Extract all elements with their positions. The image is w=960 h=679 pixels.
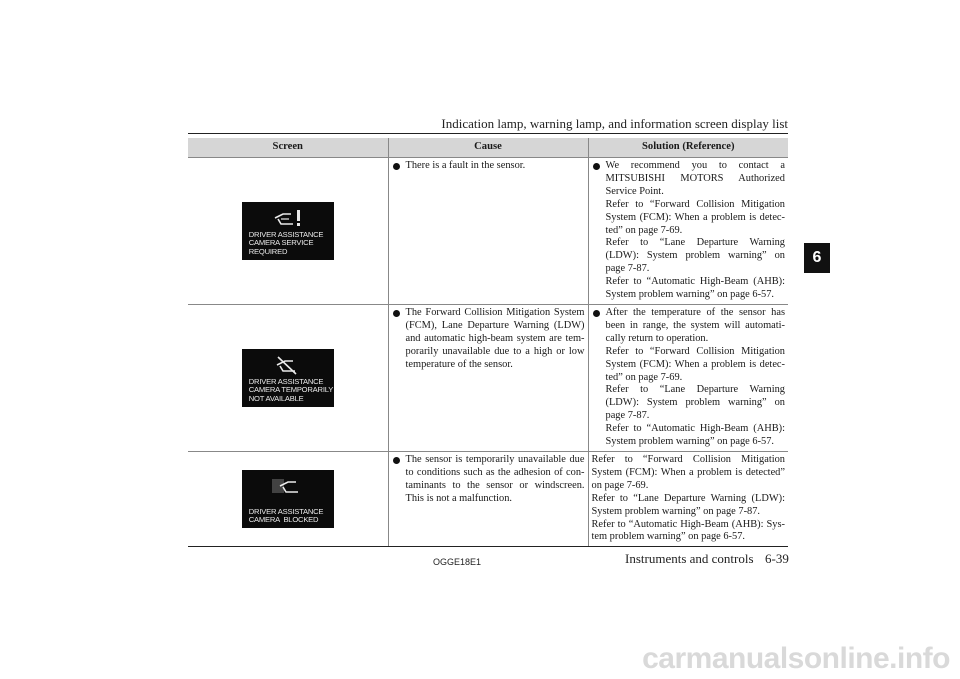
column-header-solution: Solution (Reference) [588,138,788,158]
column-header-screen: Screen [188,138,388,158]
cause-cell [388,451,588,546]
table-row [188,158,788,305]
cause-text: The sensor is temporarily unavailable due to conditions such as the adhesion of con-taminants to the sensor or windscreen. This is not a malfunction. [405,453,585,504]
camera-blocked-icon [272,476,304,496]
bullet-icon [593,310,600,317]
chapter-tab: 6 [804,243,830,273]
solution-text: Refer to “Forward Collision Mitigation System (FCM): When a problem is detected” on page 7-69. Refer to “Lane Departure Warning (LDW): System problem warning” on page 7-87. Refer to “Automatic High-Beam (AHB): Sys-tem problem warning” on page 6-57. [591,453,785,543]
cause-text: There is a fault in the sensor. [405,160,526,171]
solution-text: After the temperature of the sensor has been in range, the system will automati-cally return to operation. Refer to “Forward Collision Mitigation System (FCM): When a problem is detec-ted” on page 7-69. Refer to “Lane Departure Warning (LDW): System problem warning” on page 7-87. Refer to “Automatic High-Beam (AHB): System problem warning” on page 6-57. [605,307,785,448]
document-code: OGGE18E1 [433,557,482,567]
cause-text: The Forward Collision Mitigation System (FCM), Lane Departure Warning (LDW) and automatic high-beam system are tem-porarily unavailable due to a high or low temperature of the sensor. [405,307,585,370]
column-header-cause: Cause [388,138,588,158]
table-header-row [188,138,788,158]
bullet-icon [393,457,400,464]
display-screen-image [242,349,334,407]
display-screen-image [242,202,334,260]
screen-cell [188,305,388,452]
display-screen-image [242,470,334,528]
table-row [188,305,788,452]
solution-cell [588,158,788,305]
page-number: 6-39 [765,551,789,566]
cause-cell [388,305,588,452]
solution-cell [588,451,788,546]
running-header: Indication lamp, warning lamp, and information screen display list [441,116,788,131]
display-message: DRIVER ASSISTANCE CAMERA TEMPORARILY NOT AVAILABLE [248,377,334,403]
display-message: DRIVER ASSISTANCE CAMERA SERVICE REQUIRED [248,230,324,256]
footer-section-title: Instruments and controls [625,551,754,566]
solution-cell [588,305,788,452]
display-message: DRIVER ASSISTANCE CAMERA BLOCKED [248,506,324,524]
watermark: carmanualsonline.info [642,642,950,675]
camera-crossed-icon [272,355,304,375]
solution-text: We recommend you to contact a MITSUBISHI MOTORS Authorized Service Point. Refer to “Forward Collision Mitigation System (FCM): When a problem is detec-ted” on page 7-69. Refer to “Lane Departure Warning (LDW): System problem warning” on page 7-87. Refer to “Automatic High-Beam (AHB): System problem warning” on page 6-57. [605,160,785,301]
display-list-table [188,138,788,547]
bullet-icon [593,163,600,170]
table-row [188,451,788,546]
cause-cell [388,158,588,305]
screen-cell [188,158,388,305]
camera-warning-exclamation-icon [272,208,304,228]
screen-cell [188,451,388,546]
bullet-icon [393,163,400,170]
header-rule [188,133,788,134]
bullet-icon [393,310,400,317]
